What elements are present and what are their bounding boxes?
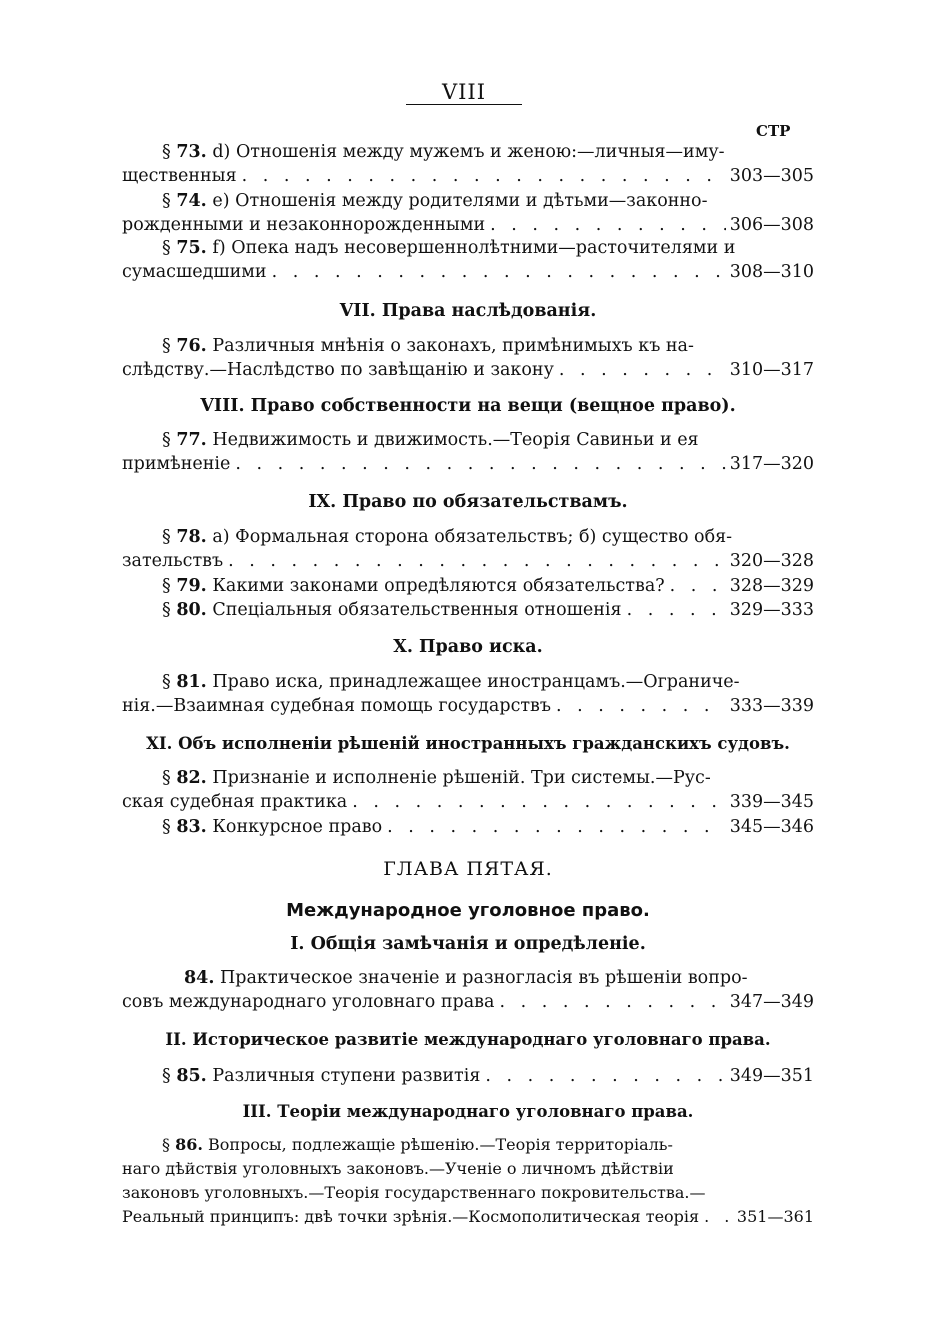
entry-text: Различныя ступени развитія <box>212 1066 481 1086</box>
leader-dots <box>230 452 725 476</box>
section-heading-xi: XI. Объ исполненіи рѣшеній иностранныхъ гражданскихъ судовъ. <box>146 734 790 753</box>
entry-number: 73. <box>176 142 207 162</box>
leader-dots <box>480 1064 725 1088</box>
section-sign: § <box>162 527 171 547</box>
entry-pages: 328—329 <box>729 576 814 596</box>
entry-text: d) Отношенія между мужемъ и женою:—личныя—иму- <box>212 142 725 162</box>
toc-entry-77 <box>122 428 814 476</box>
section-heading-x: X. Право иска. <box>393 637 543 657</box>
entry-text: Какими законами опредѣляются обязательства? <box>212 576 665 596</box>
section-sign: § <box>162 430 171 450</box>
entry-text: Различныя мнѣнія о законахъ, примѣнимыхъ къ на- <box>212 336 694 356</box>
toc-entry-74 <box>122 189 814 237</box>
entry-number: 84. <box>184 968 215 988</box>
entry-text: Спеціальныя обязательственныя отношенія <box>212 600 622 620</box>
entry-text: щественныя <box>122 166 237 186</box>
leader-dots <box>554 358 726 382</box>
entry-text: законовъ уголовныхъ.—Теорія государственнаго покровительства.— <box>122 1183 706 1202</box>
entry-pages: 333—339 <box>729 696 814 716</box>
chapter-subtitle: Международное уголовное право. <box>286 900 650 921</box>
entry-pages: 329—333 <box>729 600 814 620</box>
leader-dots <box>485 213 726 237</box>
toc-entry-79 <box>122 574 814 598</box>
toc-entry-78 <box>122 525 814 573</box>
section-sign: § <box>162 600 171 620</box>
entry-pages: 306—308 <box>729 215 814 235</box>
section-sign: § <box>162 1135 170 1154</box>
toc-entry-82 <box>122 766 814 814</box>
entry-number: 85. <box>176 1066 207 1086</box>
section-sign: § <box>162 768 171 788</box>
entry-text: f) Опека надъ несовершеннолѣтними—расточителями и <box>212 238 736 258</box>
leader-dots <box>494 990 725 1014</box>
entry-text: е) Отношенія между родителями и дѣтьми—законно- <box>212 191 708 211</box>
entry-text: Признаніе и исполненіе рѣшеній. Три системы.—Рус- <box>212 768 711 788</box>
entry-number: 79. <box>176 576 207 596</box>
section-heading-vii: VII. Права наслѣдованія. <box>339 301 597 321</box>
section-sign: § <box>162 336 171 356</box>
section-heading-ii: II. Историческое развитіе международнаго уголовнаго права. <box>165 1030 771 1049</box>
entry-pages: 310—317 <box>729 360 814 380</box>
entry-pages: 303—305 <box>729 166 814 186</box>
entry-text: примѣненіе <box>122 454 231 474</box>
section-sign: § <box>162 817 171 837</box>
entry-pages: 345—346 <box>729 817 814 837</box>
entry-pages: 308—310 <box>729 262 814 282</box>
toc-entry-80 <box>122 598 814 622</box>
entry-text: рожденными и незаконнорожденными <box>122 215 486 235</box>
entry-text: Практическое значеніе и разногласія въ рѣшеніи вопро- <box>220 968 748 988</box>
entry-text: нія.—Взаимная судебная помощь государствъ <box>122 696 552 716</box>
pages-column-label: СТР <box>756 122 791 140</box>
entry-text: сумасшедшими <box>122 262 267 282</box>
entry-text: Недвижимость и движимость.—Теорія Савиньи и ея <box>212 430 699 450</box>
section-sign: § <box>162 672 171 692</box>
chapter-title: ГЛАВА ПЯТАЯ. <box>383 858 553 880</box>
header-rule <box>406 104 522 105</box>
leader-dots <box>347 790 725 814</box>
entry-text: совъ международнаго уголовнаго права <box>122 992 495 1012</box>
page-number: VIII <box>441 80 487 104</box>
toc-entry-75 <box>122 236 814 284</box>
entry-number: 86. <box>175 1135 203 1154</box>
entry-pages: 347—349 <box>729 992 814 1012</box>
entry-number: 78. <box>176 527 207 547</box>
entry-pages: 317—320 <box>729 454 814 474</box>
toc-entry-84 <box>122 966 814 1014</box>
entry-pages: 339—345 <box>729 792 814 812</box>
section-heading-viii: VIII. Право собственности на вещи (вещное право). <box>200 396 736 416</box>
entry-number: 82. <box>176 768 207 788</box>
entry-text: зательствъ <box>122 551 224 571</box>
entry-pages: 351—361 <box>736 1207 814 1226</box>
leader-dots <box>267 260 726 284</box>
entry-number: 81. <box>176 672 207 692</box>
entry-number: 76. <box>176 336 207 356</box>
leader-dots <box>665 574 726 598</box>
section-heading-iii: III. Теоріи международнаго уголовнаго права. <box>242 1102 694 1121</box>
entry-text: Конкурсное право <box>212 817 383 837</box>
entry-text: наго дѣйствія уголовныхъ законовъ.—Ученіе о личномъ дѣйствіи <box>122 1159 674 1178</box>
toc-entry-81 <box>122 670 814 718</box>
leader-dots <box>551 694 726 718</box>
leader-dots <box>223 549 726 573</box>
entry-number: 80. <box>176 600 207 620</box>
entry-number: 77. <box>176 430 207 450</box>
section-heading-ix: IX. Право по обязательствамъ. <box>308 492 628 512</box>
toc-entry-73 <box>122 140 814 188</box>
section-sign: § <box>162 142 171 162</box>
toc-entry-86 <box>122 1133 814 1229</box>
toc-entry-83 <box>122 815 814 839</box>
entry-number: 75. <box>176 238 207 258</box>
section-heading-i: I. Общія замѣчанія и опредѣленіе. <box>290 934 646 954</box>
toc-entry-76 <box>122 334 814 382</box>
entry-text: ская судебная практика <box>122 792 348 812</box>
leader-dots <box>382 815 726 839</box>
leader-dots <box>622 598 726 622</box>
entry-text: слѣдству.—Наслѣдство по завѣщанію и закону <box>122 360 554 380</box>
entry-text: а) Формальная сторона обязательствъ; б) существо обя- <box>212 527 733 547</box>
leader-dots <box>699 1205 733 1229</box>
entry-pages: 320—328 <box>729 551 814 571</box>
entry-text: Реальный принципъ: двѣ точки зрѣнія.—Космополитическая теорія <box>122 1207 700 1226</box>
section-sign: § <box>162 576 171 596</box>
entry-pages: 349—351 <box>729 1066 814 1086</box>
section-sign: § <box>162 1066 171 1086</box>
leader-dots <box>237 164 726 188</box>
section-sign: § <box>162 238 171 258</box>
toc-entry-85 <box>122 1064 814 1088</box>
entry-number: 83. <box>176 817 207 837</box>
entry-text: Право иска, принадлежащее иностранцамъ.—Ограниче- <box>212 672 740 692</box>
entry-text: Вопросы, подлежащіе рѣшенію.—Теорія территоріаль- <box>208 1135 673 1154</box>
entry-number: 74. <box>176 191 207 211</box>
section-sign: § <box>162 191 171 211</box>
